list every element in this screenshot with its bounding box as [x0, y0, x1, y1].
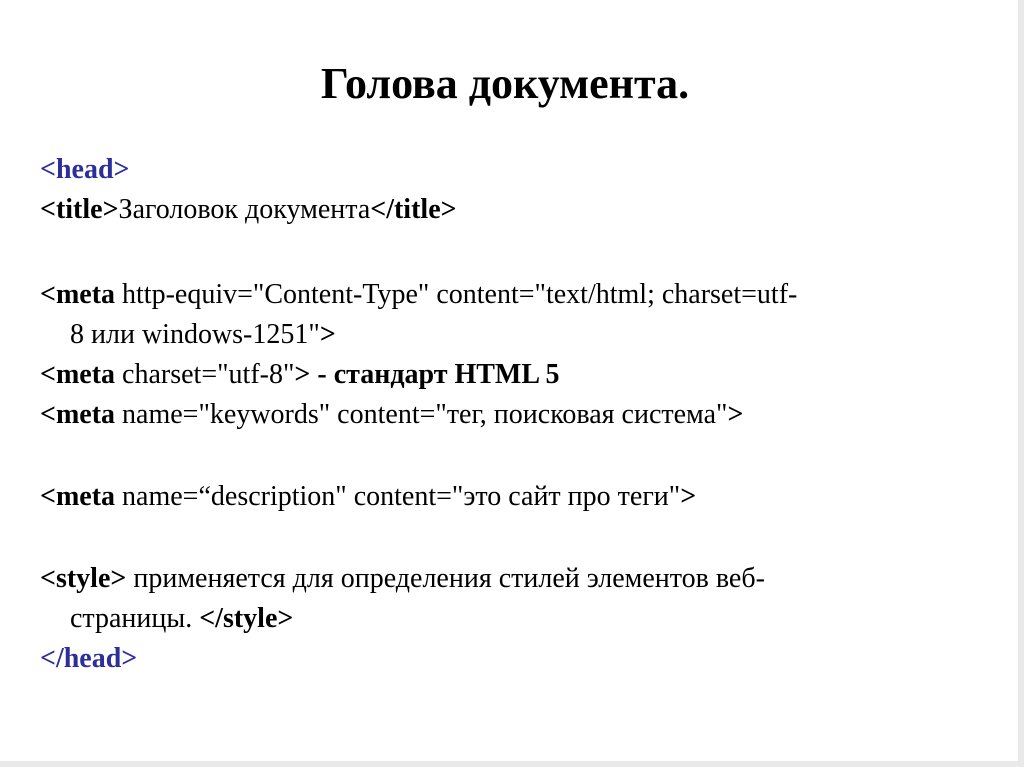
title-close-tag: </title> — [370, 194, 457, 225]
meta-http-equiv-line-2 — [40, 315, 990, 355]
meta-tag: <meta — [40, 481, 116, 512]
meta-attrs: name=“description" content="это сайт про теги" — [115, 481, 681, 512]
meta-description-line — [40, 477, 990, 517]
title-open-tag: <title> — [40, 194, 119, 225]
meta-tag: <meta — [40, 399, 116, 430]
meta-http-equiv-line-1 — [40, 275, 990, 315]
meta-charset-line — [40, 355, 990, 395]
meta-close: > — [680, 481, 697, 512]
meta-close: > — [294, 359, 311, 390]
title-text: Заголовок документа — [118, 194, 371, 225]
meta-attrs: charset="utf-8" — [115, 359, 295, 390]
meta-tag: <meta — [40, 279, 116, 310]
meta-keywords-line — [40, 395, 990, 435]
style-line-2 — [40, 599, 990, 639]
meta-tag: <meta — [40, 359, 116, 390]
meta-attrs: name="keywords" content="тег, поисковая система" — [115, 399, 728, 430]
html5-note: - стандарт HTML 5 — [310, 359, 560, 390]
meta-close: > — [319, 319, 336, 350]
style-block — [40, 559, 990, 639]
style-close-tag: </style> — [199, 603, 294, 634]
style-text: применяется для определения стилей элементов веб- — [126, 563, 765, 594]
style-text: страницы. — [70, 603, 200, 634]
meta-http-equiv-block — [40, 275, 990, 355]
style-line-1 — [40, 559, 990, 599]
style-open-tag: <style> — [40, 563, 127, 594]
head-open-line: <head> — [40, 154, 130, 185]
slide-body — [40, 150, 990, 679]
meta-close: > — [727, 399, 744, 430]
head-close-line: </head> — [40, 643, 138, 674]
meta-attrs: http-equiv="Content-Type" content="text/html; charset=utf- — [115, 279, 798, 310]
title-line — [40, 190, 990, 230]
meta-attrs: 8 или windows-1251" — [70, 319, 320, 350]
slide-title: Голова документа. — [320, 59, 690, 108]
